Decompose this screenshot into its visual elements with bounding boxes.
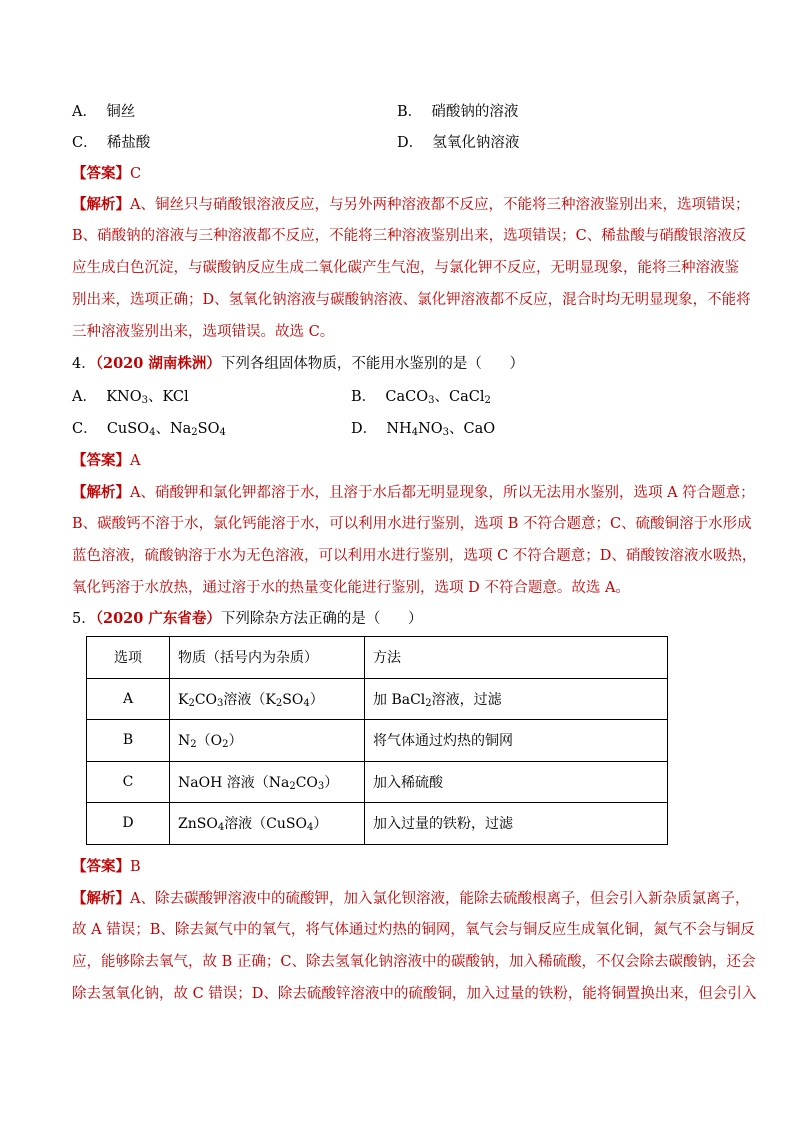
question-text: 下列各组固体物质，不能用水鉴别的是（ ） <box>220 356 525 372</box>
q4-analysis-line-3: 蓝色溶液，硫酸钠溶于水为无色溶液，可以利用水进行鉴别，选项 C 不符合题意；D、硝酸铵溶液水吸热， <box>72 548 757 564</box>
table-row <box>87 678 668 720</box>
q5-answer <box>72 857 141 877</box>
table-header-cell: 方法 <box>365 637 668 679</box>
table-cell-method: 加 BaCl$_2$溶液，过滤 <box>365 678 668 720</box>
analysis-label: 【解析】 <box>72 890 130 907</box>
table-header-cell: 选项 <box>87 637 170 679</box>
question-source: （2020 湖南株洲） <box>95 355 221 372</box>
q4-option-d: D． $NH_4NO_3$、CaO <box>351 421 496 438</box>
table-header-cell: 物质（括号内为杂质） <box>170 637 365 679</box>
answer-value: B <box>130 859 141 875</box>
q4-option-b: B． CaCO$_3$、CaCl$_2$ <box>351 389 491 406</box>
q3-analysis-line-1 <box>72 195 749 215</box>
q4-analysis-line-4: 氧化钙溶于水放热，通过溶于水的热量变化能进行鉴别，选项 D 不符合题意。故选 A。 <box>72 580 630 596</box>
q4-stem <box>72 354 524 374</box>
q3-option-c: C． 稀盐酸 <box>72 135 151 151</box>
analysis-text: A、铜丝只与硝酸银溶液反应，与另外两种溶液都不反应，不能将三种溶液鉴别出来，选项错误； <box>130 197 750 213</box>
q3-answer <box>72 164 141 184</box>
q3-analysis-line-4: 别出来，选项正确；D、氢氧化钠溶液与碳酸钠溶液、氯化钾溶液都不反应，混合时均无明显现象，不能将 <box>72 292 751 308</box>
table-cell-option: C <box>87 761 170 803</box>
table-cell-substance: $K_2CO_3$溶液$(K_2SO_4)$ <box>170 678 365 720</box>
q4-answer <box>72 451 140 471</box>
question-number: 5． <box>72 611 96 627</box>
q5-analysis-line-1 <box>72 889 749 909</box>
table-header-row <box>87 637 668 679</box>
q3-option-a: A． 铜丝 <box>72 104 136 120</box>
answer-value: A <box>130 453 141 469</box>
table-cell-method: 加入稀硫酸 <box>365 761 668 803</box>
answer-label: 【答案】 <box>72 165 130 182</box>
q5-analysis-line-3: 应，能够除去氧气，故 B 正确；C、除去氢氧化钠溶液中的碳酸钠，加入稀硫酸，不仅会除去碳酸钠，还会 <box>72 954 756 970</box>
q5-table <box>86 636 668 845</box>
table-cell-method: 加入过量的铁粉，过滤 <box>365 803 668 845</box>
q4-analysis-line-2: B、碳酸钙不溶于水，氯化钙能溶于水，可以利用水进行鉴别，选项 B 不符合题意；C、硫酸铜溶于水形成 <box>72 516 752 532</box>
table-cell-substance: NaOH 溶液$(Na_2CO_3)$ <box>170 761 365 803</box>
question-text: 下列除杂方法正确的是（ ） <box>220 611 423 627</box>
answer-label: 【答案】 <box>72 858 130 875</box>
q5-analysis-line-4: 除去氢氧化钠，故 C 错误；D、除去硫酸锌溶液中的硫酸铜，加入过量的铁粉，能将铜置换出来，但会引入 <box>72 986 757 1002</box>
q4-analysis-line-1 <box>72 483 755 503</box>
q3-option-d: D． 氢氧化钠溶液 <box>397 135 520 151</box>
q5-analysis-line-2: 故 A 错误；B、除去氮气中的氧气，将气体通过灼热的铜网，氧气会与铜反应生成氧化铜，氮气不会与铜反 <box>72 922 755 938</box>
table-cell-option: B <box>87 720 170 762</box>
analysis-label: 【解析】 <box>72 484 130 501</box>
q4-option-a: A． $KNO_3$、KCl <box>72 389 189 406</box>
table-row <box>87 720 668 762</box>
table-row <box>87 803 668 845</box>
table-cell-substance: $N_2(O_2)$ <box>170 720 365 762</box>
q3-analysis-line-2: B、硝酸钠的溶液与三种溶液都不反应，不能将三种溶液鉴别出来，选项错误；C、稀盐酸与硝酸银溶液反 <box>72 228 747 244</box>
question-number: 4． <box>72 356 96 372</box>
table-cell-option: D <box>87 803 170 845</box>
table-row <box>87 761 668 803</box>
q3-option-b: B． 硝酸钠的溶液 <box>397 104 519 120</box>
q5-stem <box>72 609 423 629</box>
table-cell-substance: ZnSO$_4$溶液（CuSO$_4$） <box>170 803 365 845</box>
q3-analysis-line-3: 应生成白色沉淀，与碳酸钠反应生成二氧化碳产生气泡，与氯化钾不反应，无明显现象，能将三种溶液鉴 <box>72 260 739 276</box>
q4-option-c: C． CuSO$_4$、$Na_2SO_4$ <box>72 421 226 438</box>
analysis-label: 【解析】 <box>72 196 130 213</box>
answer-label: 【答案】 <box>72 452 130 469</box>
table-cell-option: A <box>87 678 170 720</box>
q3-analysis-line-5: 三种溶液鉴别出来，选项错误。故选 C。 <box>72 324 335 340</box>
analysis-text: A、除去碳酸钾溶液中的硫酸钾，加入氯化钡溶液，能除去硫酸根离子，但会引入新杂质氯离子， <box>130 891 750 907</box>
table-cell-method: 将气体通过灼热的铜网 <box>365 720 668 762</box>
answer-value: C <box>130 166 142 182</box>
analysis-text: A、硝酸钾和氯化钾都溶于水，且溶于水后都无明显现象，所以无法用水鉴别，选项 A 符合题意； <box>130 485 755 501</box>
question-source: （2020 广东省卷） <box>95 610 221 627</box>
